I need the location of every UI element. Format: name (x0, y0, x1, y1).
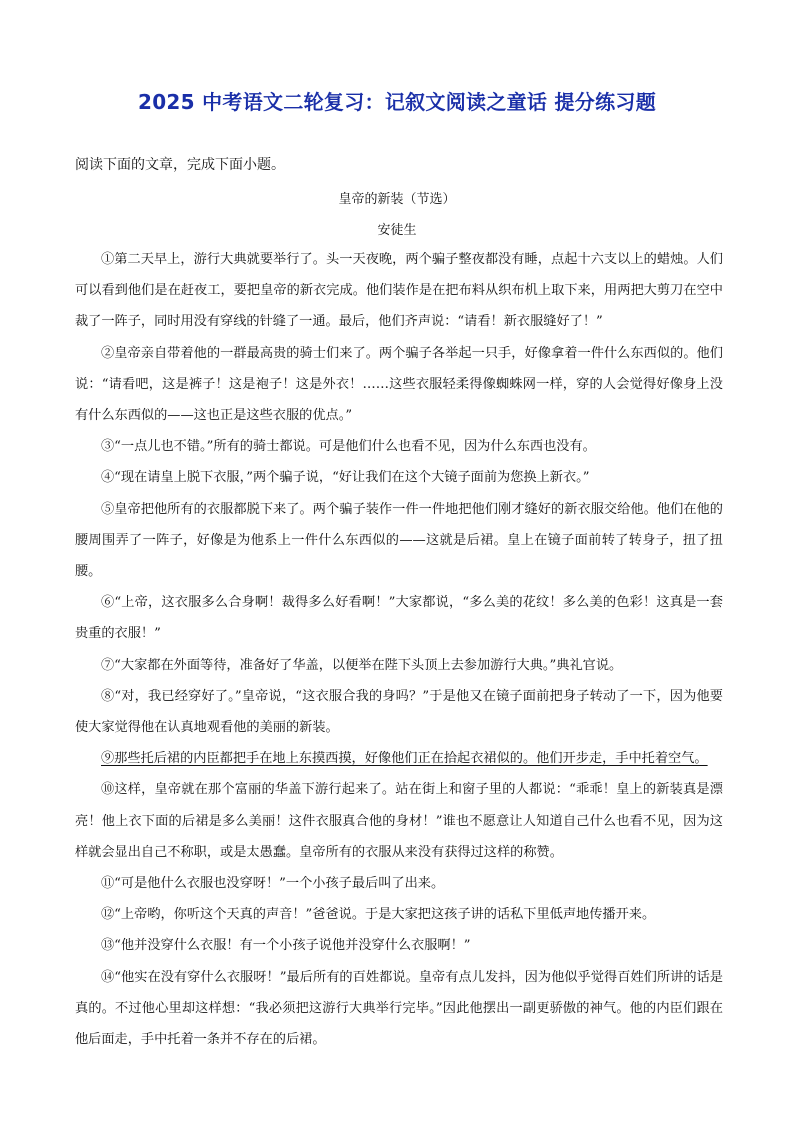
paragraph-9-underlined: ⑨那些托后裙的内臣都把手在地上东摸西摸，好像他们正在拾起衣裙似的。他们开步走，手中托着空气。 (101, 751, 708, 767)
paragraph-6: ⑥“上帝，这衣服多么合身啊！裁得多么好看啊！”大家都说，“多么美的花纹！多么美的色彩！这真是一套贵重的衣服！” (75, 595, 723, 642)
paragraph-3: ③“一点儿也不错。”所有的骑士都说。可是他们什么也看不见，因为什么东西也没有。 (101, 439, 596, 455)
paragraph-12: ⑫“上帝哟，你听这个天真的声音！”爸爸说。于是大家把这孩子讲的话私下里低声地传播开来。 (101, 907, 656, 923)
story-title: 皇帝的新装（节选） (338, 192, 456, 207)
paragraph-2: ②皇帝亲自带着他的一群最高贵的骑士们来了。两个骗子各举起一只手，好像拿着一件什么东西似的。他们说：“请看吧，这是裤子！这是袍子！这是外衣！……这些衣服轻柔得像蜘蛛网一样，穿的人会觉得好像身上没有什么东西似的——这也正是这些衣服的优点。” (75, 345, 723, 424)
paragraph-7: ⑦“大家都在外面等待，准备好了华盖，以便举在陛下头顶上去参加游行大典。”典礼官说。 (101, 657, 623, 673)
paragraph-5: ⑤皇帝把他所有的衣服都脱下来了。两个骗子装作一件一件地把他们刚才缝好的新衣服交给他。他们在他的腰周围弄了一阵子，好像是为他系上一件什么东西似的——这就是后裙。皇上在镜子面前转了转身子，扭了扭腰。 (75, 501, 723, 580)
paragraph-13: ⑬“他并没穿什么衣服！有一个小孩子说他并没穿什么衣服啊！” (101, 938, 471, 954)
story-body (75, 244, 723, 1055)
story-author: 安徒生 (377, 223, 417, 238)
paragraph-10: ⑩这样，皇帝就在那个富丽的华盖下游行起来了。站在街上和窗子里的人都说：“乖乖！皇上的新装真是漂亮！他上衣下面的后裙是多么美丽！这件衣服真合他的身材！”谁也不愿意让人知道自己什么也看不见，因为这样就会显出自己不称职，或是太愚蠢。皇帝所有的衣服从来没有获得过这样的称赞。 (75, 782, 723, 860)
paragraph-1: ①第二天早上，游行大典就要举行了。头一天夜晚，两个骗子整夜都没有睡，点起十六支以上的蜡烛。人们可以看到他们是在赶夜工，要把皇帝的新衣完成。他们装作是在把布料从织布机上取下来，用两把大剪刀在空中裁了一阵子，同时用没有穿线的针缝了一通。最后，他们齐声说：“请看！新衣服缝好了！” (75, 252, 723, 330)
reading-instruction: 阅读下面的文章，完成下面小题。 (75, 157, 285, 173)
paragraph-8: ⑧“对，我已经穿好了。”皇帝说，“这衣服合我的身吗？”于是他又在镜子面前把身子转动了一下，因为他要使大家觉得他在认真地观看他的美丽的新装。 (75, 688, 723, 736)
paragraph-4: ④“现在请皇上脱下衣服，”两个骗子说，“好让我们在这个大镜子面前为您换上新衣。” (101, 470, 590, 486)
paragraph-11: ⑪“可是他什么衣服也没穿呀！”一个小孩子最后叫了出来。 (101, 876, 445, 892)
paragraph-14: ⑭“他实在没有穿什么衣服呀！”最后所有的百姓都说。皇帝有点儿发抖，因为他似乎觉得百姓们所讲的话是真的。不过他心里却这样想：“我必须把这游行大典举行完毕。”因此他摆出一副更骄傲的神气。他的内臣们跟在他后面走，手中托着一条并不存在的后裙。 (75, 969, 723, 1048)
document-title: 2025 中考语文二轮复习：记叙文阅读之童话 提分练习题 (138, 90, 656, 114)
